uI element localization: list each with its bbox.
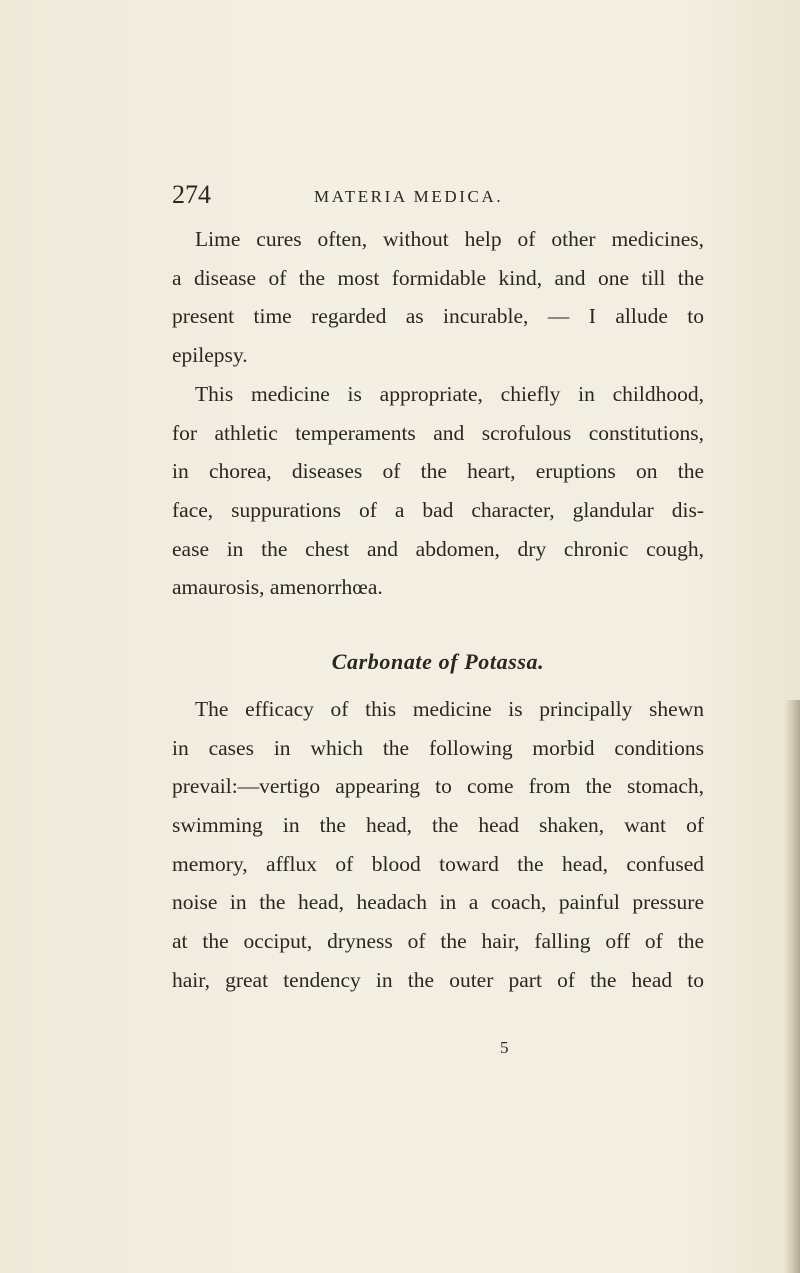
- page-edge-shadow: [784, 700, 800, 1273]
- text-line: present time regarded as incurable, — I allude to: [172, 304, 704, 329]
- text-line: memory, afflux of blood toward the head, confused: [172, 851, 704, 876]
- running-head: MATERIA MEDICA.: [314, 187, 504, 206]
- text-line: swimming in the head, the head shaken, want of: [172, 813, 704, 838]
- text-line: noise in the head, headach in a coach, painful pressure: [172, 890, 704, 915]
- text-line: The efficacy of this medicine is principally shewn: [195, 697, 704, 721]
- paragraph-lime-epilepsy: [172, 220, 704, 375]
- page-header: [172, 178, 552, 212]
- text-line: Lime cures often, without help of other medicines,: [195, 227, 704, 251]
- text-line: amaurosis, amenorrhœa.: [172, 575, 383, 600]
- paragraph-potassa-indications: [172, 690, 704, 1000]
- text-line: epilepsy.: [172, 343, 248, 368]
- text-line: a disease of the most formidable kind, and one till the: [172, 265, 704, 290]
- text-line: face, suppurations of a bad character, glandular dis-: [172, 498, 704, 523]
- text-line: hair, great tendency in the outer part of the head to: [172, 967, 704, 992]
- text-line: for athletic temperaments and scrofulous constitutions,: [172, 420, 704, 445]
- text-line: in chorea, diseases of the heart, eruptions on the: [172, 459, 704, 484]
- text-line: at the occiput, dryness of the hair, falling off of the: [172, 929, 704, 954]
- text-line: This medicine is appropriate, chiefly in childhood,: [195, 382, 704, 406]
- text-line: in cases in which the following morbid conditions: [172, 735, 704, 760]
- signature-mark: 5: [500, 1038, 509, 1057]
- text-line: ease in the chest and abdomen, dry chronic cough,: [172, 536, 704, 561]
- page-number: 274: [172, 180, 211, 209]
- paragraph-lime-indications: [172, 375, 704, 607]
- text-line: prevail:—vertigo appearing to come from the stomach,: [172, 774, 704, 799]
- section-heading: Carbonate of Potassa.: [331, 649, 545, 674]
